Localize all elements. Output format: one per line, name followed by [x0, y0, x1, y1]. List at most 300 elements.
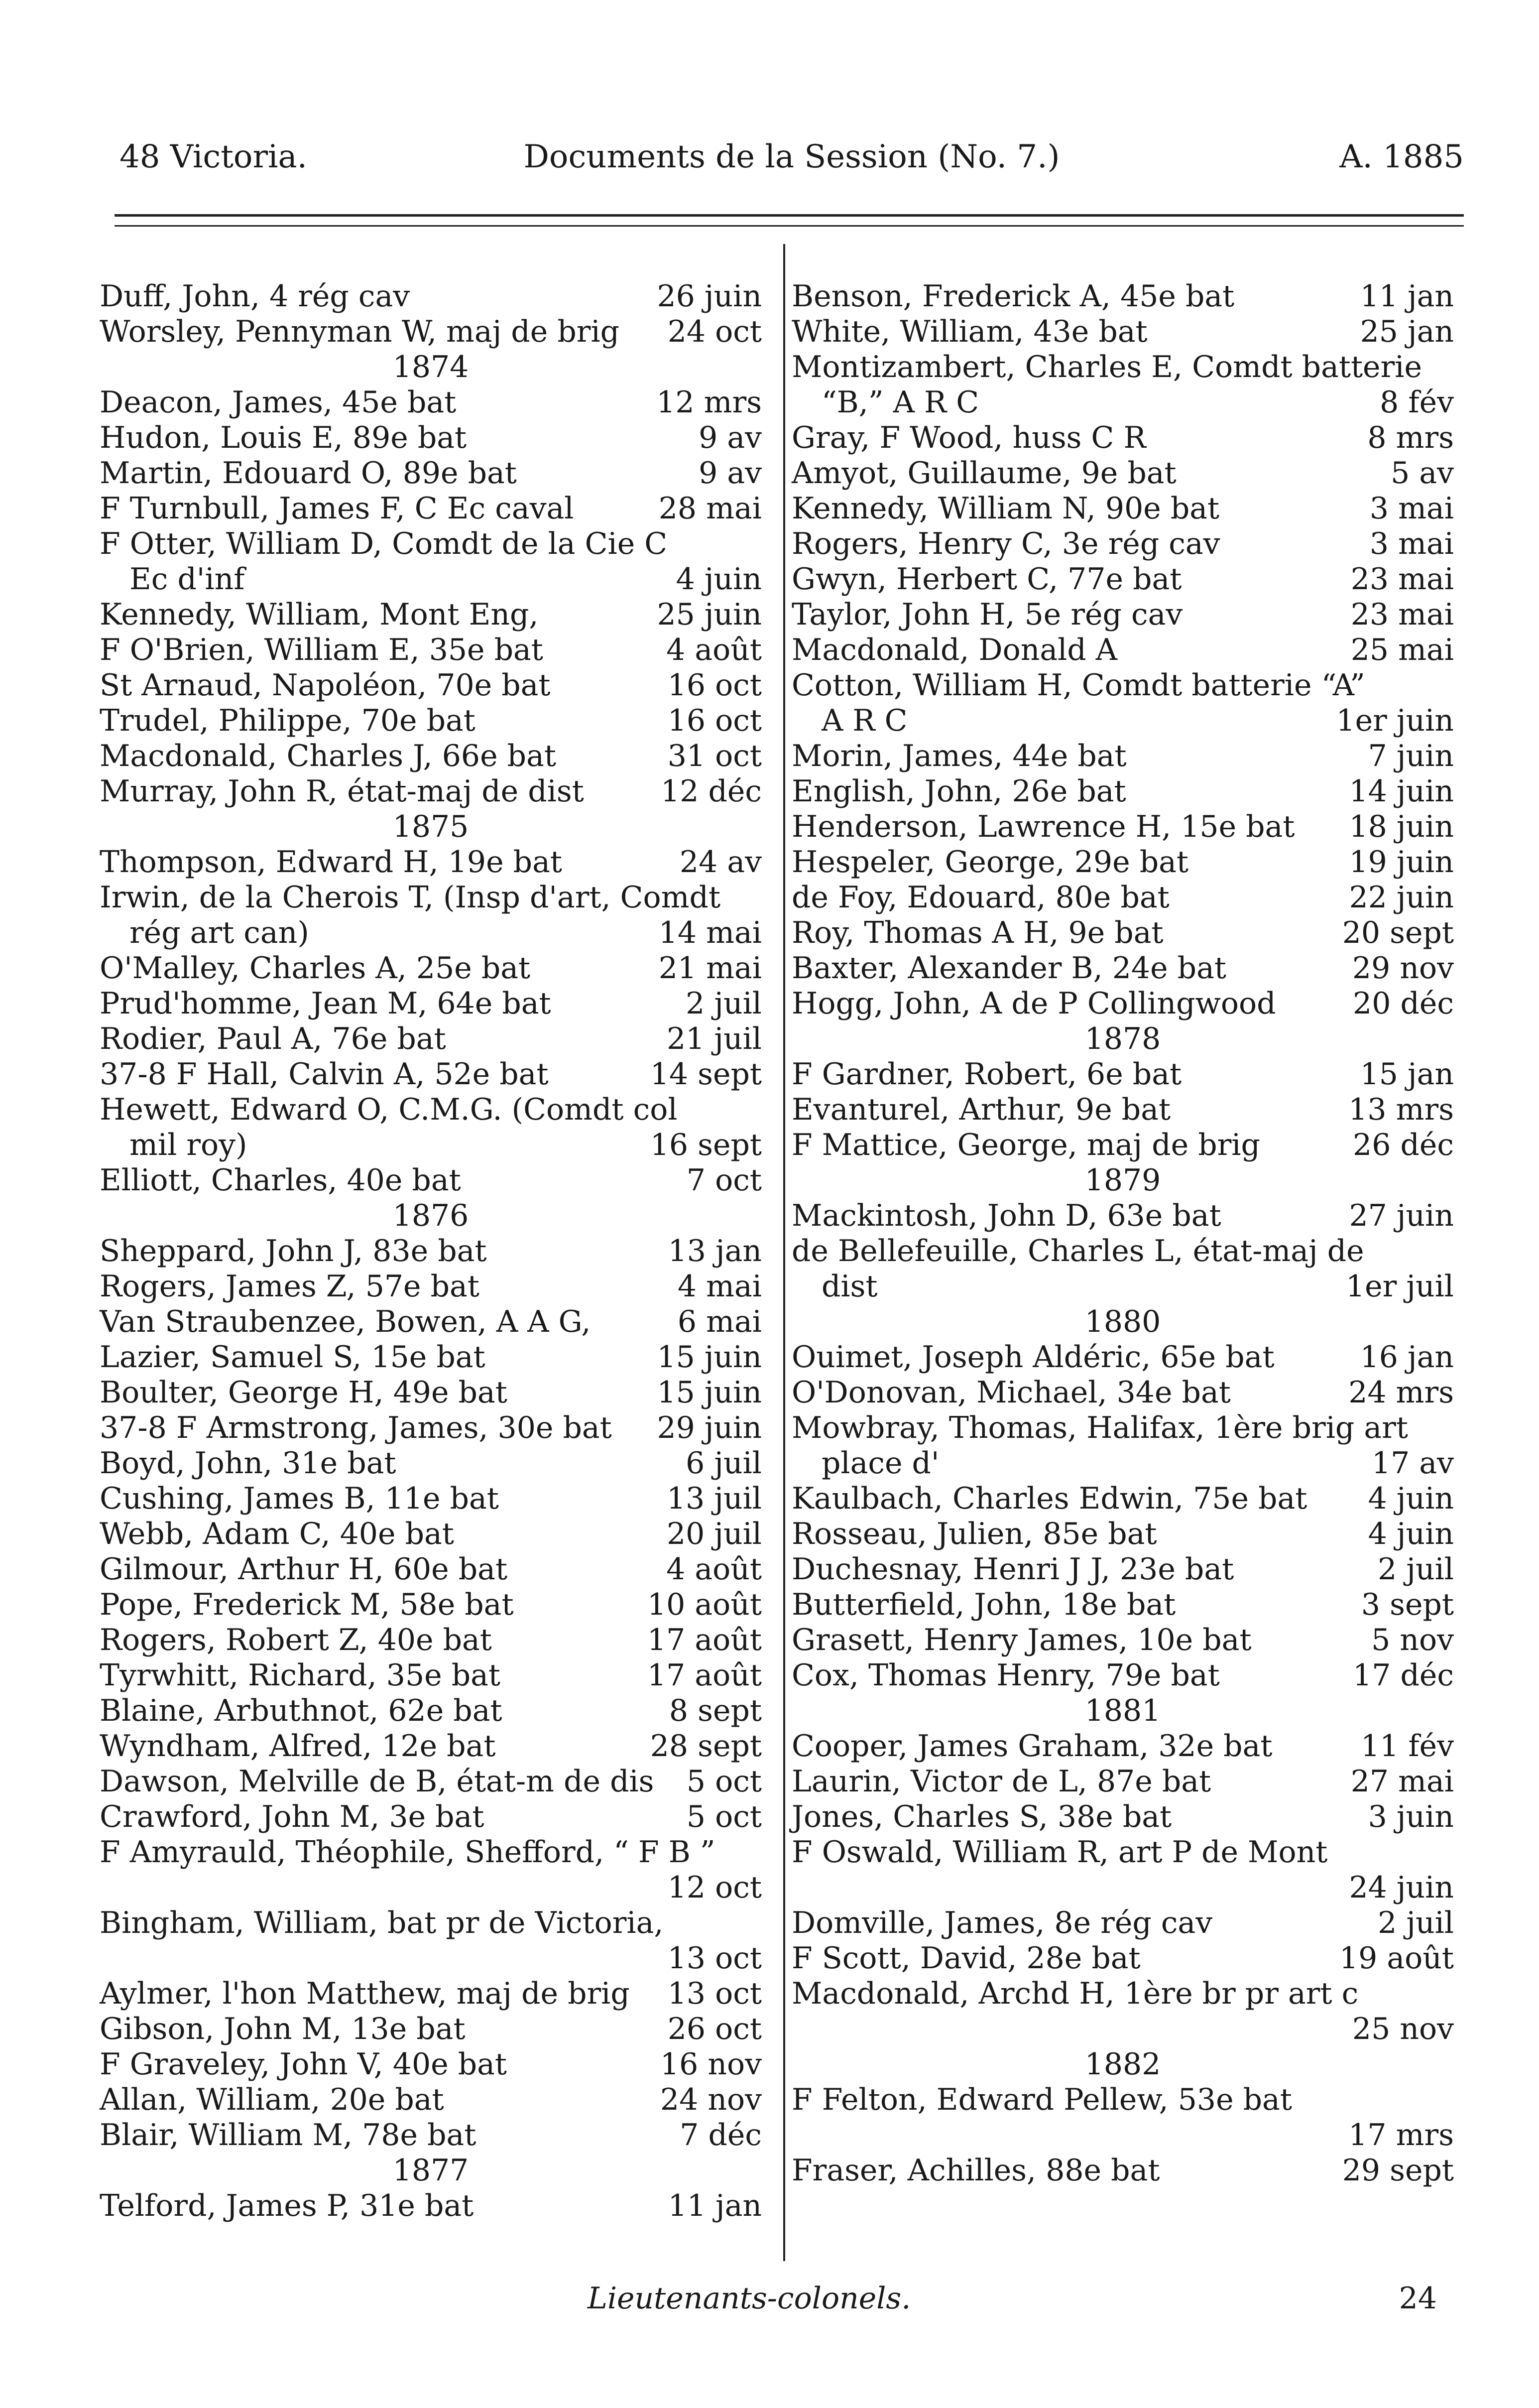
list-item [792, 915, 1454, 951]
entry-date: 28 mai [658, 491, 762, 526]
list-item [792, 1623, 1454, 1658]
list-item [100, 1658, 762, 1693]
list-item [100, 2118, 762, 2153]
entry-date: 17 août [647, 1658, 762, 1693]
list-item [100, 1623, 762, 1658]
officer-entry: Macdonald, Archd H, 1ère br pr art c [792, 1976, 1359, 2011]
year-heading: 1880 [1084, 1304, 1161, 1339]
officer-entry: “B,” A R C [822, 385, 979, 420]
left-column [100, 279, 762, 2224]
list-item [792, 1799, 1454, 1835]
entry-date: 3 mai [1369, 491, 1454, 526]
list-item [792, 951, 1454, 986]
officer-entry: English, John, 26e bat [792, 774, 1126, 809]
list-item [792, 2153, 1454, 2188]
list-item-continuation [100, 1870, 762, 1905]
entry-date: 19 juin [1349, 845, 1454, 880]
list-item-continuation [100, 1128, 762, 1163]
officer-entry: Gray, F Wood, huss C R [792, 420, 1146, 455]
officer-entry: Prud'homme, Jean M, 64e bat [100, 986, 551, 1021]
officer-entry: Baxter, Alexander B, 24e bat [792, 951, 1226, 986]
officer-entry: Worsley, Pennyman W, maj de brig [100, 314, 620, 349]
officer-entry: F Felton, Edward Pellew, 53e bat [792, 2082, 1292, 2117]
list-item-continuation [792, 385, 1454, 420]
entry-date: 3 juin [1368, 1799, 1454, 1834]
officer-entry: Rosseau, Julien, 85e bat [792, 1517, 1157, 1551]
list-item [100, 385, 762, 420]
list-item [792, 880, 1454, 915]
officer-entry: Pope, Frederick M, 58e bat [100, 1587, 514, 1622]
entry-date: 27 juin [1349, 1198, 1454, 1233]
list-item [100, 491, 762, 526]
list-item [792, 314, 1454, 350]
officer-entry: F Gardner, Robert, 6e bat [792, 1057, 1182, 1092]
officer-entry: 37-8 F Hall, Calvin A, 52e bat [100, 1057, 549, 1092]
officer-entry: Henderson, Lawrence H, 15e bat [792, 809, 1295, 844]
list-item [100, 597, 762, 633]
entry-date: 4 juin [676, 562, 762, 597]
list-item [792, 491, 1454, 526]
entry-date: 8 mrs [1367, 420, 1454, 455]
list-item [100, 1799, 762, 1835]
entry-date: 14 juin [1349, 774, 1454, 809]
list-item [100, 845, 762, 880]
officer-entry: F Oswald, William R, art P de Mont [792, 1835, 1328, 1870]
list-item [792, 1092, 1454, 1128]
officer-entry: Domville, James, 8e rég cav [792, 1905, 1213, 1940]
officer-entry: Tyrwhitt, Richard, 35e bat [100, 1658, 500, 1693]
list-item [792, 1587, 1454, 1623]
list-item [100, 1410, 762, 1446]
officer-entry: Telford, James P, 31e bat [100, 2188, 474, 2223]
officer-entry: Kennedy, William, Mont Eng, [100, 597, 539, 632]
officer-entry: Rogers, James Z, 57e bat [100, 1269, 479, 1304]
entry-date: 24 mrs [1348, 1375, 1454, 1410]
officer-entry: Evanturel, Arthur, 9e bat [792, 1092, 1171, 1127]
officer-entry: Cooper, James Graham, 32e bat [792, 1729, 1273, 1764]
entry-date: 16 oct [667, 668, 762, 703]
officer-entry: de Foy, Edouard, 80e bat [792, 880, 1170, 915]
entry-date: 26 juin [657, 279, 762, 314]
entry-date: 3 mai [1369, 526, 1454, 561]
entry-date: 29 juin [657, 1410, 762, 1445]
entry-date: 7 déc [680, 2118, 762, 2153]
entry-date: 13 juil [666, 1481, 762, 1516]
list-item [100, 1517, 762, 1552]
list-item-continuation [792, 2118, 1454, 2153]
officer-entry: Morin, James, 44e bat [792, 739, 1127, 773]
officer-entry: Bingham, William, bat pr de Victoria, [100, 1905, 664, 1940]
officer-entry: Mackintosh, John D, 63e bat [792, 1198, 1221, 1233]
entry-date: 25 juin [657, 597, 762, 632]
entry-date: 5 oct [686, 1764, 762, 1799]
list-item [100, 314, 762, 350]
entry-date: 4 août [666, 1552, 762, 1587]
entry-date: 26 oct [667, 2012, 762, 2046]
list-item [100, 703, 762, 739]
officer-entry: F O'Brien, William E, 35e bat [100, 633, 543, 667]
list-item [100, 1340, 762, 1375]
officer-entry: Deacon, James, 45e bat [100, 385, 457, 420]
list-item [100, 1764, 762, 1799]
entry-date: 9 av [699, 456, 762, 491]
officer-entry: Butterfield, John, 18e bat [792, 1587, 1176, 1622]
officer-entry: Fraser, Achilles, 88e bat [792, 2153, 1160, 2188]
list-item [100, 951, 762, 986]
officer-entry: F Mattice, George, maj de brig [792, 1128, 1260, 1162]
entry-date: 2 juil [1378, 1905, 1454, 1940]
officer-entry: Blair, William M, 78e bat [100, 2118, 476, 2153]
signature-number: 24 [1399, 2281, 1437, 2316]
entry-date: 18 juin [1349, 809, 1454, 844]
list-item [792, 456, 1454, 491]
list-item [792, 986, 1454, 1021]
officer-entry: O'Malley, Charles A, 25e bat [100, 951, 531, 986]
list-item [100, 2082, 762, 2118]
list-item [792, 420, 1454, 456]
list-item [792, 1764, 1454, 1799]
entry-date: 21 juil [666, 1021, 762, 1056]
officer-entry: Hudon, Louis E, 89e bat [100, 420, 467, 455]
list-item [100, 279, 762, 314]
officer-entry: Amyot, Guillaume, 9e bat [792, 456, 1177, 491]
entry-date: 15 jan [1360, 1057, 1454, 1092]
entry-date: 12 déc [661, 774, 762, 809]
list-item-continuation [792, 703, 1454, 739]
list-item [792, 1128, 1454, 1163]
list-item [792, 668, 1454, 703]
officer-entry: Gibson, John M, 13e bat [100, 2012, 466, 2046]
entry-date: 12 mrs [656, 385, 762, 420]
officer-entry: Duff, John, 4 rég cav [100, 279, 410, 314]
entry-date: 4 août [666, 633, 762, 667]
column-divider [783, 244, 785, 2261]
list-item [792, 350, 1454, 385]
list-item [100, 1304, 762, 1340]
list-item [792, 739, 1454, 774]
entry-date: 31 oct [667, 739, 762, 773]
officer-entry: Elliott, Charles, 40e bat [100, 1163, 461, 1198]
officer-entry: Kennedy, William N, 90e bat [792, 491, 1220, 526]
officer-entry: Rogers, Robert Z, 40e bat [100, 1623, 492, 1657]
officer-entry: place d' [822, 1446, 940, 1481]
entry-date: 23 mai [1350, 562, 1454, 597]
entry-date: 17 août [647, 1623, 762, 1657]
list-item [792, 279, 1454, 314]
list-item [100, 456, 762, 491]
officer-entry: Martin, Edouard O, 89e bat [100, 456, 517, 491]
entry-date: 16 oct [667, 703, 762, 738]
officer-entry: Taylor, John H, 5e rég cav [792, 597, 1183, 632]
officer-entry: Grasett, Henry James, 10e bat [792, 1623, 1252, 1657]
officer-entry: Sheppard, John J, 83e bat [100, 1234, 487, 1268]
list-item [792, 1198, 1454, 1234]
officer-entry: St Arnaud, Napoléon, 70e bat [100, 668, 551, 703]
officer-entry: Thompson, Edward H, 19e bat [100, 845, 562, 880]
entry-date: 10 août [647, 1587, 762, 1622]
entry-date: 8 sept [669, 1693, 762, 1728]
list-item [792, 1976, 1454, 2012]
year-heading: 1881 [1084, 1693, 1161, 1728]
officer-entry: Macdonald, Donald A [792, 633, 1118, 667]
entry-date: 5 oct [686, 1799, 762, 1834]
list-item [792, 1481, 1454, 1517]
officer-entry: Laurin, Victor de L, 87e bat [792, 1764, 1211, 1799]
list-item [100, 1092, 762, 1128]
entry-date: 25 mai [1350, 633, 1454, 667]
officer-entry: mil roy) [129, 1128, 247, 1162]
officer-entry: Montizambert, Charles E, Comdt batterie [792, 350, 1422, 384]
list-item-continuation [100, 1941, 762, 1976]
officer-entry: White, William, 43e bat [792, 314, 1148, 349]
entry-date: 14 mai [658, 915, 762, 950]
header-rule-thin [115, 225, 1464, 227]
officer-entry: F Otter, William D, Comdt de la Cie C [100, 526, 668, 561]
list-item [100, 2047, 762, 2082]
list-item [792, 1517, 1454, 1552]
officer-entry: F Turnbull, James F, C Ec caval [100, 491, 574, 526]
entry-date: 29 sept [1342, 2153, 1454, 2188]
list-item [792, 1340, 1454, 1375]
entry-date: 11 fév [1360, 1729, 1454, 1764]
entry-date: 20 juil [666, 1517, 762, 1551]
entry-date: 16 jan [1360, 1340, 1454, 1375]
list-item [100, 1234, 762, 1269]
list-item [792, 597, 1454, 633]
list-item [792, 2082, 1454, 2118]
entry-date: 5 nov [1371, 1623, 1454, 1657]
entry-date: 13 mrs [1348, 1092, 1454, 1127]
officer-entry: Boulter, George H, 49e bat [100, 1375, 507, 1410]
list-item [792, 1375, 1454, 1410]
officer-entry: Trudel, Philippe, 70e bat [100, 703, 475, 738]
list-item [792, 1941, 1454, 1976]
officer-entry: Aylmer, l'hon Matthew, maj de brig [100, 1976, 630, 2011]
officer-entry: F Amyrauld, Théophile, Shefford, “ F B ” [100, 1835, 715, 1870]
entry-date: 21 mai [658, 951, 762, 986]
entry-date: 19 août [1339, 1941, 1454, 1976]
entry-date: 7 oct [686, 1163, 762, 1198]
officer-entry: Irwin, de la Cherois T, (Insp d'art, Comdt [100, 880, 721, 915]
list-item-continuation [792, 1269, 1454, 1304]
officer-entry: Dawson, Melville de B, état-m de dis [100, 1764, 654, 1799]
list-item [100, 1163, 762, 1198]
entry-date: 13 jan [668, 1234, 762, 1268]
list-item [100, 2188, 762, 2224]
officer-entry: Wyndham, Alfred, 12e bat [100, 1729, 496, 1764]
list-item [100, 1481, 762, 1517]
list-item [792, 845, 1454, 880]
year-heading: 1878 [1084, 1021, 1161, 1056]
list-item [100, 739, 762, 774]
list-item [100, 1057, 762, 1092]
officer-entry: Cotton, William H, Comdt batterie “A” [792, 668, 1365, 703]
list-item [792, 1552, 1454, 1587]
list-item [792, 633, 1454, 668]
officer-entry: Allan, William, 20e bat [100, 2082, 444, 2117]
officer-entry: Hogg, John, A de P Collingwood [792, 986, 1276, 1021]
list-item-continuation [100, 915, 762, 951]
entry-date: 29 nov [1352, 951, 1454, 986]
officer-entry: Boyd, John, 31e bat [100, 1446, 396, 1481]
officer-entry: Jones, Charles S, 38e bat [792, 1799, 1172, 1834]
entry-date: 6 juil [686, 1446, 762, 1481]
list-item [100, 526, 762, 562]
list-item [100, 1446, 762, 1481]
officer-entry: Gilmour, Arthur H, 60e bat [100, 1552, 508, 1587]
officer-entry: Ouimet, Joseph Aldéric, 65e bat [792, 1340, 1275, 1375]
entry-date: 20 déc [1353, 986, 1454, 1021]
entry-date: 25 nov [1352, 2012, 1454, 2046]
header-volume: 48 Victoria. [119, 138, 307, 175]
entry-date: 27 mai [1350, 1764, 1454, 1799]
officer-entry: Crawford, John M, 3e bat [100, 1799, 484, 1834]
entry-date: 24 juin [1349, 1870, 1454, 1905]
list-item-continuation [792, 2012, 1454, 2047]
officer-entry: Murray, John R, état-maj de dist [100, 774, 584, 809]
list-item [792, 1658, 1454, 1693]
year-heading: 1874 [392, 350, 469, 384]
list-item [100, 420, 762, 456]
page-header [119, 134, 1464, 179]
officer-entry: Duchesnay, Henri J J, 23e bat [792, 1552, 1234, 1587]
list-item [100, 1375, 762, 1410]
list-item [100, 1693, 762, 1729]
entry-date: 15 juin [657, 1375, 762, 1410]
officer-entry: A R C [822, 703, 908, 738]
catchword: Lieutenants-colonels. [588, 2281, 911, 2316]
officer-entry: Blaine, Arbuthnot, 62e bat [100, 1693, 502, 1728]
officer-entry: Cox, Thomas Henry, 79e bat [792, 1658, 1220, 1693]
list-item [100, 668, 762, 703]
entry-date: 4 juin [1368, 1481, 1454, 1516]
list-item [100, 2012, 762, 2047]
officer-entry: O'Donovan, Michael, 34e bat [792, 1375, 1231, 1410]
entry-date: 17 déc [1353, 1658, 1454, 1693]
list-item [792, 1729, 1454, 1764]
entry-date: 7 juin [1368, 739, 1454, 773]
officer-entry: Rogers, Henry C, 3e rég cav [792, 526, 1220, 561]
entry-date: 23 mai [1350, 597, 1454, 632]
entry-date: 28 sept [650, 1729, 762, 1764]
entry-date: 5 av [1391, 456, 1454, 491]
year-heading: 1882 [1084, 2047, 1161, 2082]
list-item [792, 526, 1454, 562]
header-title: Documents de la Session (No. 7.) [523, 138, 1060, 175]
right-column [792, 279, 1454, 2188]
list-item [792, 1410, 1454, 1446]
entry-date: 14 sept [650, 1057, 762, 1092]
year-heading: 1875 [392, 809, 469, 844]
entry-date: 22 juin [1349, 880, 1454, 915]
entry-date: 3 sept [1361, 1587, 1454, 1622]
officer-entry: rég art can) [129, 915, 309, 950]
entry-date: 11 jan [668, 2188, 762, 2223]
header-rule-thick [115, 214, 1464, 217]
officer-entry: Lazier, Samuel S, 15e bat [100, 1340, 485, 1375]
list-item [100, 1835, 762, 1870]
entry-date: 26 déc [1353, 1128, 1454, 1162]
list-item [100, 880, 762, 915]
list-item [792, 1905, 1454, 1941]
entry-date: 1er juin [1336, 703, 1454, 738]
entry-date: 6 mai [677, 1304, 762, 1339]
officer-entry: F Scott, David, 28e bat [792, 1941, 1141, 1976]
officer-entry: Benson, Frederick A, 45e bat [792, 279, 1235, 314]
officer-entry: dist [822, 1269, 878, 1304]
officer-entry: Gwyn, Herbert C, 77e bat [792, 562, 1182, 597]
officer-entry: Van Straubenzee, Bowen, A A G, [100, 1304, 591, 1339]
entry-date: 2 juil [1378, 1552, 1454, 1587]
list-item [792, 774, 1454, 809]
list-item [100, 1587, 762, 1623]
list-item [100, 1729, 762, 1764]
entry-date: 15 juin [657, 1340, 762, 1375]
list-item [100, 774, 762, 809]
entry-date: 17 av [1371, 1446, 1454, 1481]
entry-date: 4 juin [1368, 1517, 1454, 1551]
entry-date: 16 nov [660, 2047, 762, 2082]
entry-date: 9 av [699, 420, 762, 455]
header-year: A. 1885 [1339, 138, 1464, 175]
year-heading: 1876 [392, 1198, 469, 1233]
list-item [100, 1552, 762, 1587]
entry-date: 24 av [679, 845, 762, 880]
list-item-continuation [792, 1446, 1454, 1481]
entry-date: 24 oct [667, 314, 762, 349]
year-heading: 1879 [1084, 1163, 1161, 1198]
officer-entry: Roy, Thomas A H, 9e bat [792, 915, 1164, 950]
entry-date: 13 oct [667, 1941, 762, 1976]
list-item-continuation [792, 1870, 1454, 1905]
officer-entry: Cushing, James B, 11e bat [100, 1481, 499, 1516]
list-item [100, 986, 762, 1021]
entry-date: 4 mai [677, 1269, 762, 1304]
list-item [792, 562, 1454, 597]
entry-date: 1er juil [1345, 1269, 1454, 1304]
entry-date: 11 jan [1360, 279, 1454, 314]
officer-entry: F Graveley, John V, 40e bat [100, 2047, 507, 2082]
officer-entry: Macdonald, Charles J, 66e bat [100, 739, 556, 773]
officer-entry: de Bellefeuille, Charles L, état-maj de [792, 1234, 1364, 1268]
officer-entry: Kaulbach, Charles Edwin, 75e bat [792, 1481, 1307, 1516]
list-item [100, 1269, 762, 1304]
list-item [792, 1057, 1454, 1092]
list-item [792, 809, 1454, 845]
year-heading: 1877 [392, 2153, 469, 2188]
entry-date: 20 sept [1342, 915, 1454, 950]
officer-entry: 37-8 F Armstrong, James, 30e bat [100, 1410, 612, 1445]
list-item [100, 1905, 762, 1941]
entry-date: 24 nov [660, 2082, 762, 2117]
officer-entry: Webb, Adam C, 40e bat [100, 1517, 454, 1551]
officer-entry: Mowbray, Thomas, Halifax, 1ère brig art [792, 1410, 1408, 1445]
list-item [100, 1976, 762, 2012]
officer-entry: Hewett, Edward O, C.M.G. (Comdt col [100, 1092, 678, 1127]
entry-date: 2 juil [686, 986, 762, 1021]
entry-date: 12 oct [667, 1870, 762, 1905]
officer-entry: Ec d'inf [129, 562, 245, 597]
entry-date: 17 mrs [1348, 2118, 1454, 2153]
entry-date: 8 fév [1380, 385, 1454, 420]
list-item [100, 633, 762, 668]
list-item [100, 1021, 762, 1057]
list-item [792, 1234, 1454, 1269]
entry-date: 25 jan [1360, 314, 1454, 349]
list-item [792, 1835, 1454, 1870]
entry-date: 13 oct [667, 1976, 762, 2011]
list-item-continuation [100, 562, 762, 597]
